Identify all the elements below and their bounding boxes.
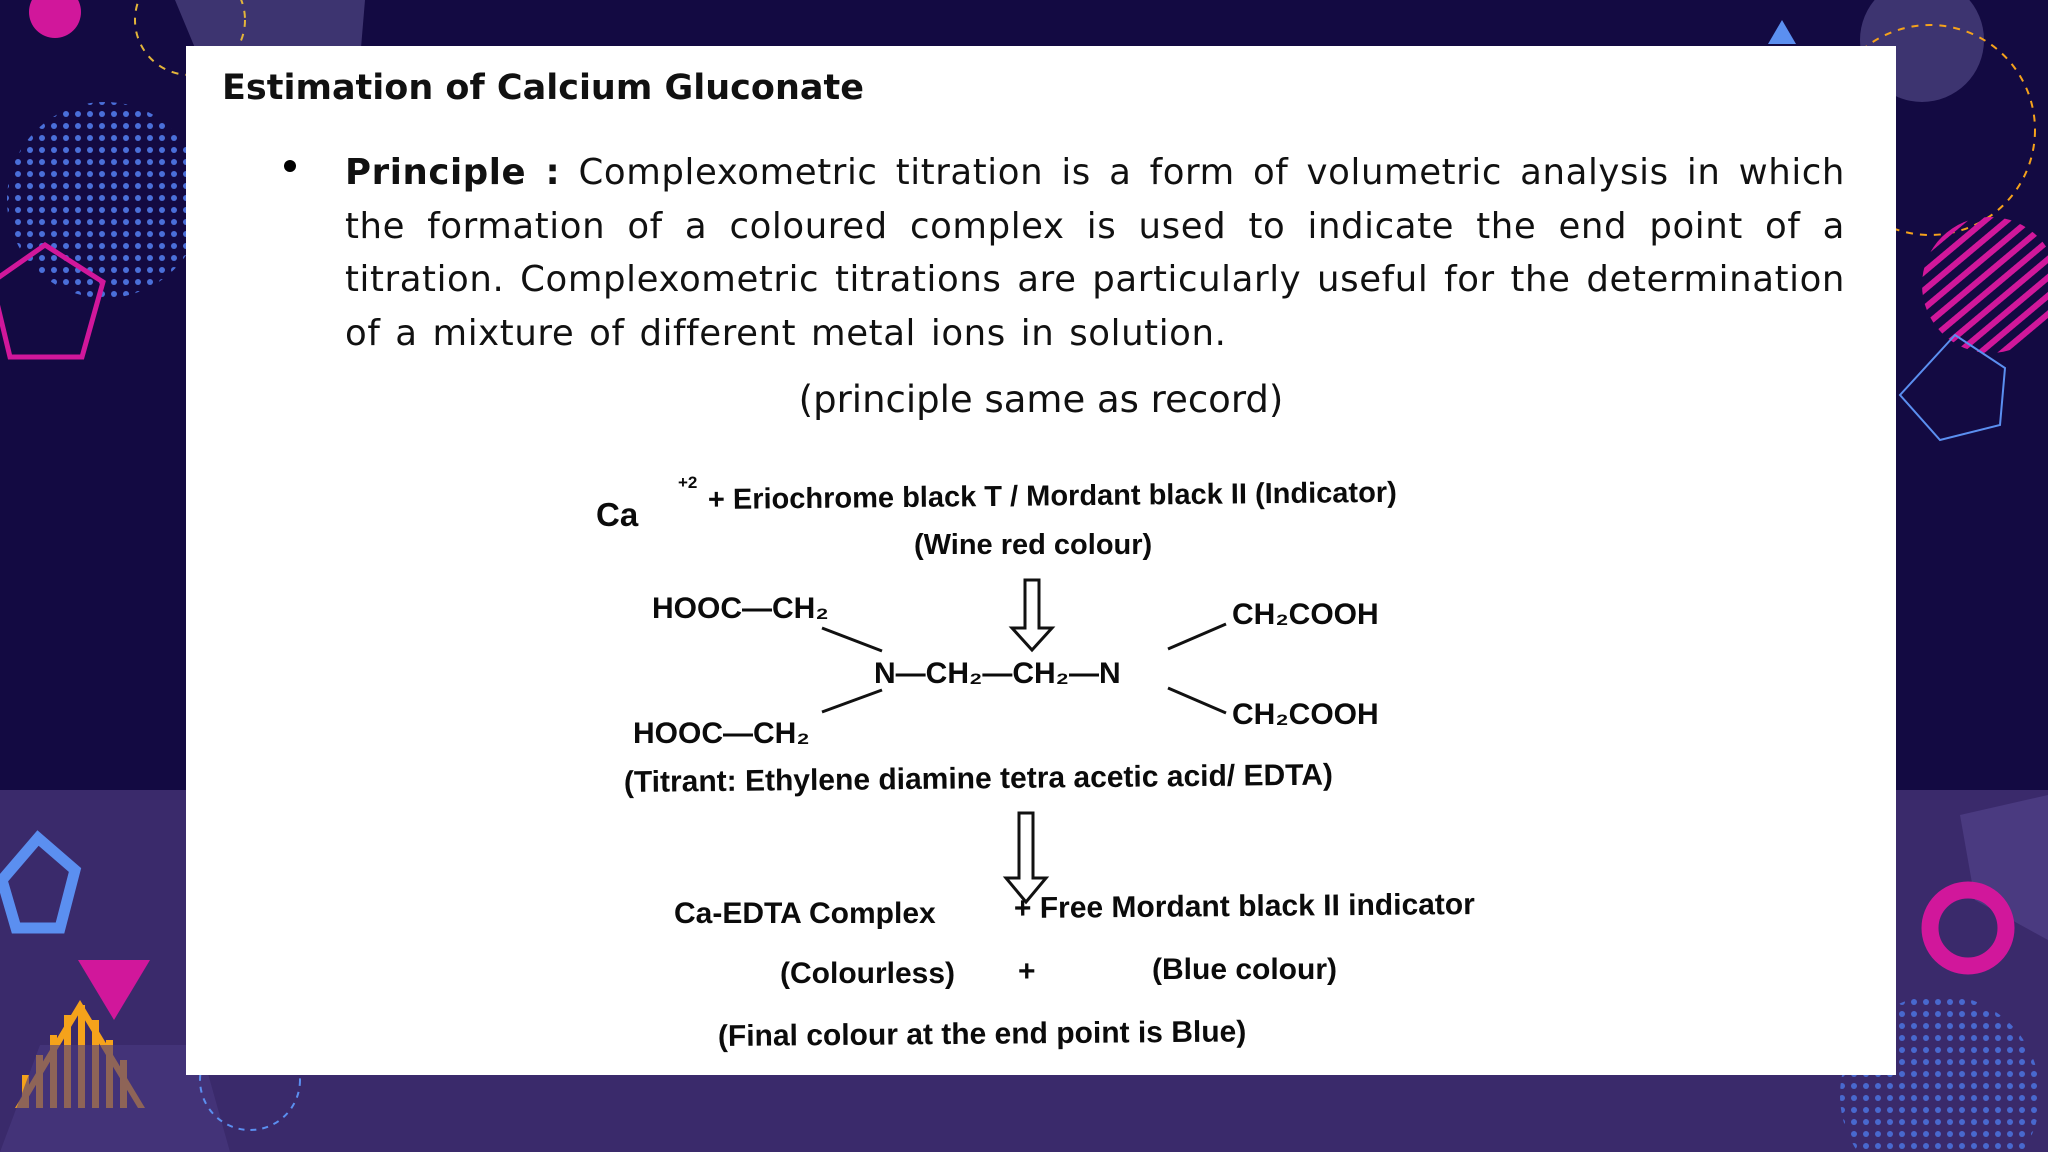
ch2cooh-top: CH₂COOH xyxy=(1232,598,1379,631)
blue-colour-label: (Blue colour) xyxy=(1152,953,1337,986)
slide-title: Estimation of Calcium Gluconate xyxy=(222,68,864,108)
ch2cooh-bottom: CH₂COOH xyxy=(1232,698,1379,731)
colourless-label: (Colourless) xyxy=(780,957,956,990)
reaction-scheme xyxy=(186,46,1896,1075)
hooc-ch2-top: HOOC—CH₂ xyxy=(652,592,829,625)
principle-note: (principle same as record) xyxy=(798,378,1284,421)
principle-label: Principle : xyxy=(345,152,561,193)
wine-red-label: (Wine red colour) xyxy=(914,529,1153,561)
edta-backbone: N—CH₂—CH₂—N xyxy=(874,657,1121,690)
hooc-ch2-bottom: HOOC—CH₂ xyxy=(633,717,810,750)
titrant-label: (Titrant: Ethylene diamine tetra acetic acid/ EDTA) xyxy=(623,758,1334,799)
principle-text: Complexometric titration is a form of volumetric analysis in which the formation of a coloured complex is used to indicate the end point of a titration. Complexometric titrations are particularly useful for the determination of a mixture of different metal ions in solution. xyxy=(345,152,1846,354)
complex-label: Ca-EDTA Complex xyxy=(674,897,936,930)
free-indicator-label: + Free Mordant black II indicator xyxy=(1013,887,1475,925)
dotted-circle-icon xyxy=(7,102,203,298)
calcium-charge: +2 xyxy=(678,473,698,492)
down-arrow-icon xyxy=(1012,580,1052,650)
down-arrow-2-icon xyxy=(1006,813,1046,902)
plus-sign: + xyxy=(1018,955,1036,988)
slide-card xyxy=(186,46,1896,1075)
calcium-symbol: Ca xyxy=(596,496,639,533)
indicator-line: + Eriochrome black T / Mordant black II (Indicator) xyxy=(707,476,1397,516)
final-colour-label: (Final colour at the end point is Blue) xyxy=(717,1015,1247,1053)
